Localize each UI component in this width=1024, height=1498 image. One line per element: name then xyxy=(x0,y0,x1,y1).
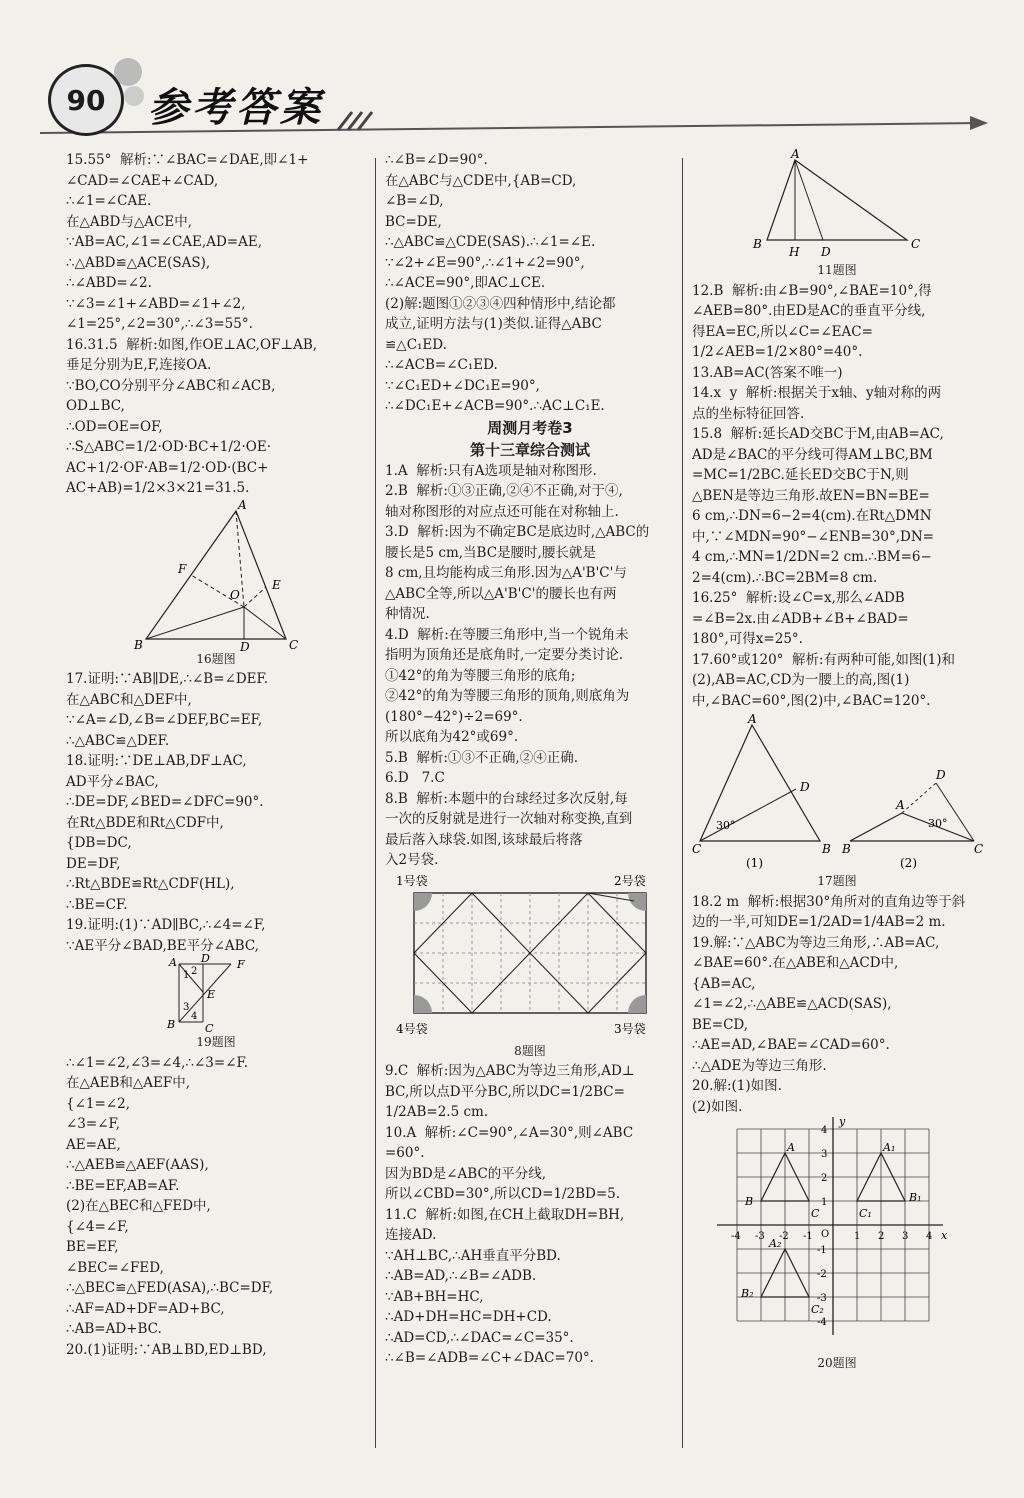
answers-9-11: 9.C 解析:因为△ABC为等边三角形,AD⊥ BC,所以点D平分BC,所以DC=1/2BC= 1/2AB=2.5 cm. 10.A 解析:∠C=90°,∠A=30°,则∠ABC =60°. 因为BD是∠ABC的平分线, 所以∠CBD=30°,所以CD=1/2BD=5. 11.C 解析:如图,在CH上截取DH=BH, 连接AD. ∵AH⊥BC,∴AH垂直平分BD. ∴AB=AD,∴∠B=∠ADB. ∵AB+BH=HC, ∴AD+DH=HC=DH+CD. ∴AD=CD,∴∠DAC=∠C=35°. ∴∠B=∠ADB=∠C+∠DAC=70°. xyxy=(385,1063,635,1366)
bag-1-label: 1号袋 xyxy=(396,873,428,888)
figure-17-2-label: (2) xyxy=(900,856,917,870)
tick-x: -2 xyxy=(779,1231,789,1242)
figure-19-caption: 19题图 xyxy=(196,1035,236,1049)
figure-8-caption: 8题图 xyxy=(514,1043,546,1058)
answer-16: 16.31.5 解析:如图,作OE⊥AC,OF⊥AB, 垂足分别为E,F,连接OA. ∵BO,CO分别平分∠ABC和∠ACB, OD⊥BC, ∴OD=OE=OF, ∴S△ABC=1/2·OD·BC+1/2·OE· AC+1/2·OF·AB=1/2·OD·(BC+ AC+AB)=1/2×3×21=31.5. xyxy=(66,336,318,496)
tick-x: 3 xyxy=(902,1231,909,1242)
tick-x: -3 xyxy=(755,1231,765,1242)
axis-x-label: x xyxy=(941,1229,948,1242)
label-B1: B₁ xyxy=(909,1191,922,1204)
answer-18: 18.证明:∵DE⊥AB,DF⊥AC, AD平分∠BAC, ∴DE=DF,∠BED=∠DFC=90°. 在Rt△BDE和Rt△CDF中, {DB=DC, DE=DF, ∴Rt△BDE≌Rt△CDF(HL), ∴BE=CF. xyxy=(66,753,264,913)
label-B: B xyxy=(753,237,762,251)
label-A: A xyxy=(787,1141,795,1154)
tick-y: 3 xyxy=(821,1149,828,1160)
origin-label: O xyxy=(821,1229,830,1240)
answer-19: 19.证明:(1)∵AD∥BC,∴∠4=∠F, ∵AE平分∠BAD,BE平分∠ABC, xyxy=(66,917,266,954)
tick-y: 1 xyxy=(821,1197,828,1208)
angle-label: 30° xyxy=(716,819,736,832)
label-B: B xyxy=(745,1195,754,1208)
answer-15: 15.55° 解析:∵∠BAC=∠DAE,即∠1+ ∠CAD=∠CAE+∠CAD, ∴∠1=∠CAE. 在△ABD与△ACE中, ∵AB=AC,∠1=∠CAE,AD=AE, ∴△ABD≌△ACE(SAS), ∴∠ABD=∠2. ∵∠3=∠1+∠ABD=∠1+∠2, ∠1=25°,∠2=30°,∴∠3=55°. xyxy=(66,152,309,332)
label-1: 1 xyxy=(183,970,190,981)
label-D: D xyxy=(936,768,946,782)
figure-8 xyxy=(390,871,670,1041)
label-C: C xyxy=(811,1207,820,1220)
section-title: 周测月考卷3 xyxy=(487,418,573,437)
figure-11-caption: 11题图 xyxy=(817,263,857,277)
answer-17: 17.证明:∵AB∥DE,∴∠B=∠DEF. 在△ABC和△DEF中, ∵∠A=∠D,∠B=∠DEF,BC=EF, ∴△ABC≌△DEF. xyxy=(66,671,269,749)
tick-y: -3 xyxy=(817,1293,827,1304)
page-header xyxy=(0,0,1024,150)
header-title: 参考答案 xyxy=(148,85,324,131)
label-C1: C₁ xyxy=(859,1207,872,1220)
label-2: 2 xyxy=(191,966,198,977)
label-B: B xyxy=(134,637,143,652)
tick-x: 4 xyxy=(926,1231,933,1242)
figure-20 xyxy=(717,1117,957,1353)
label-D: D xyxy=(821,245,831,259)
label-B: B xyxy=(167,1018,176,1031)
figure-17 xyxy=(692,711,982,871)
column-divider xyxy=(682,158,683,1448)
tick-x: 2 xyxy=(878,1231,885,1242)
figure-16-caption: 16题图 xyxy=(196,651,236,666)
axis-y-label: y xyxy=(839,1115,846,1128)
label-A: A xyxy=(238,497,247,512)
label-A: A xyxy=(896,798,905,812)
tick-x: -1 xyxy=(803,1231,813,1242)
label-4: 4 xyxy=(191,1011,198,1022)
label-B: B xyxy=(822,842,831,856)
label-F: F xyxy=(178,561,187,576)
label-H: H xyxy=(789,245,800,259)
label-C: C xyxy=(205,1022,214,1035)
column-1 xyxy=(66,150,366,1360)
tick-y: -2 xyxy=(817,1269,827,1280)
tick-y: 2 xyxy=(821,1173,828,1184)
column-2 xyxy=(385,150,675,1369)
label-D: D xyxy=(201,952,210,965)
tick-y: -1 xyxy=(817,1245,827,1256)
answers-12-17: 12.B 解析:由∠B=90°,∠BAE=10°,得 ∠AEB=80°.由ED是AC的垂直平分线, 得EA=EC,所以∠C=∠EAC= 1/2∠AEB=1/2×80°=40°. 13.AB=AC(答案不唯一) 14.x y 解析:根据关于x轴、y轴对称的两 点的坐标特征回答. 15.8 解析:延长AD交BC于M,由AB=AC, AD是∠BAC的平分线可得AM⊥BC,BM =MC=1/2BC.延长ED交BC于N,则 △BEN是等边三角形.故EN=BN=BE= 6 cm,∴DN=6−2=4(cm).在Rt△DMN 中,∵∠MDN=90°−∠ENB=30°,DN= 4 cm,∴MN=1/2DN=2 cm.∴BM=6− 2=4(cm).∴BC=2BM=8 cm. 16.25° 解析:设∠C=x,那么∠ADB =∠B=2x.由∠ADB+∠B+∠BAD= 180°,可得x=25°. 17.60°或120° 解析:有两种可能,如图(1)和 (2),AB=AC,CD为一腰上的高,图(1) 中,∠BAC=60°,图(2)中,∠BAC=120°. xyxy=(692,282,955,709)
label-C: C xyxy=(692,842,702,856)
label-C: C xyxy=(974,842,984,856)
column-divider xyxy=(375,158,376,1448)
label-A2: A₂ xyxy=(769,1237,782,1250)
tick-x: -4 xyxy=(731,1231,741,1242)
figure-17-caption: 17题图 xyxy=(817,874,857,888)
tick-y: 4 xyxy=(821,1125,828,1136)
label-B2: B₂ xyxy=(741,1287,754,1300)
label-C: C xyxy=(911,237,921,251)
tick-y: -4 xyxy=(817,1317,827,1328)
figure-16 xyxy=(126,497,306,654)
label-A: A xyxy=(791,147,800,161)
label-F: F xyxy=(237,958,245,971)
figure-11 xyxy=(747,147,927,260)
angle-label: 30° xyxy=(928,817,948,830)
label-B: B xyxy=(842,842,851,856)
label-3: 3 xyxy=(183,1002,190,1013)
figure-19 xyxy=(161,952,271,1035)
label-C2: C₂ xyxy=(811,1303,824,1316)
figure-17-1-label: (1) xyxy=(746,856,763,870)
label-O: O xyxy=(230,587,240,602)
answer-20-cont: ∴∠B=∠D=90°. 在△ABC与△CDE中,{AB=CD, ∠B=∠D, BC=DE, ∴△ABC≌△CDE(SAS).∴∠1=∠E. ∵∠2+∠E=90°,∴∠1+∠2=90°, ∴∠ACE=90°,即AC⊥CE. (2)解:题图①②③④四种情形中,结论都 成立,证明方法与(1)类似.证得△ABC ≌△C₁ED. ∴∠ACB=∠C₁ED. ∵∠C₁ED+∠DC₁E=90°, ∴∠DC₁E+∠ACB=90°.∴AC⊥C₁E. xyxy=(385,152,616,414)
page-number: 90 xyxy=(48,64,124,136)
label-C: C xyxy=(289,637,299,652)
bag-4-label: 4号袋 xyxy=(396,1021,428,1036)
figure-20-caption: 20题图 xyxy=(817,1356,857,1370)
section-subtitle: 第十三章综合测试 xyxy=(469,440,590,459)
label-A: A xyxy=(748,712,757,726)
answer-19-cont: ∴∠1=∠2,∠3=∠4,∴∠3=∠F. 在△AEB和△AEF中, {∠1=∠2, ∠3=∠F, AE=AE, ∴△AEB≌△AEF(AAS), ∴BE=EF,AB=AF. (2)在△BEC和△FED中, {∠4=∠F, BE=EF, ∠BEC=∠FED, ∴△BEC≌△FED(ASA),∴BC=DF, ∴AF=AD+DF=AD+BC, ∴AB=AD+BC. 20.(1)证明:∵AB⊥BD,ED⊥BD, xyxy=(66,1054,274,1358)
answers-1-8: 1.A 解析:只有A选项是轴对称图形. 2.B 解析:①③正确,②④不正确,对于④, 轴对称图形的对应点还可能在对称轴上. 3.D 解析:因为不确定BC是底边时,△ABC的 腰长是5 cm,当BC是腰时,腰长就是 8 cm,且均能构成三角形.因为△A'B'C'与 △ABC全等,所以△A'B'C'的腰长也有两 种情况. 4.D 解析:在等腰三角形中,当一个锐角未 指明为顶角还是底角时,一定要分类讨论. ①42°的角为等腰三角形的底角; ②42°的角为等腰三角形的顶角,则底角为 (180°−42°)÷2=69°. 所以底角为42°或69°. 5.B 解析:①③不正确,②④正确. 6.D 7.C 8.B 解析:本题中的台球经过多次反射,每 一次的反射就是进行一次轴对称变换,直到 最后落入球袋.如图,该球最后将落 入2号袋. xyxy=(385,462,650,868)
label-D: D xyxy=(800,780,810,794)
label-A1: A₁ xyxy=(883,1141,896,1154)
label-A: A xyxy=(169,956,177,969)
tick-x: 1 xyxy=(854,1231,861,1242)
label-D: D xyxy=(240,639,250,654)
bag-2-label: 2号袋 xyxy=(614,873,646,888)
label-E: E xyxy=(207,988,216,1001)
bag-3-label: 3号袋 xyxy=(614,1021,646,1036)
answers-18-20: 18.2 m 解析:根据30°角所对的直角边等于斜 边的一半,可知DE=1/2AD=1/4AB=2 m. 19.解:∵△ABC为等边三角形,∴AB=AC, ∠BAE=60°.在△ABE和△ACD中, {AB=AC, ∠1=∠2,∴△ABE≌△ACD(SAS), BE=CD, ∴AE=AD,∠BAE=∠CAD=60°. ∴△ADE为等边三角形. 20.解:(1)如图. (2)如图. xyxy=(692,893,966,1115)
column-3 xyxy=(692,147,984,1374)
label-E: E xyxy=(272,577,281,592)
